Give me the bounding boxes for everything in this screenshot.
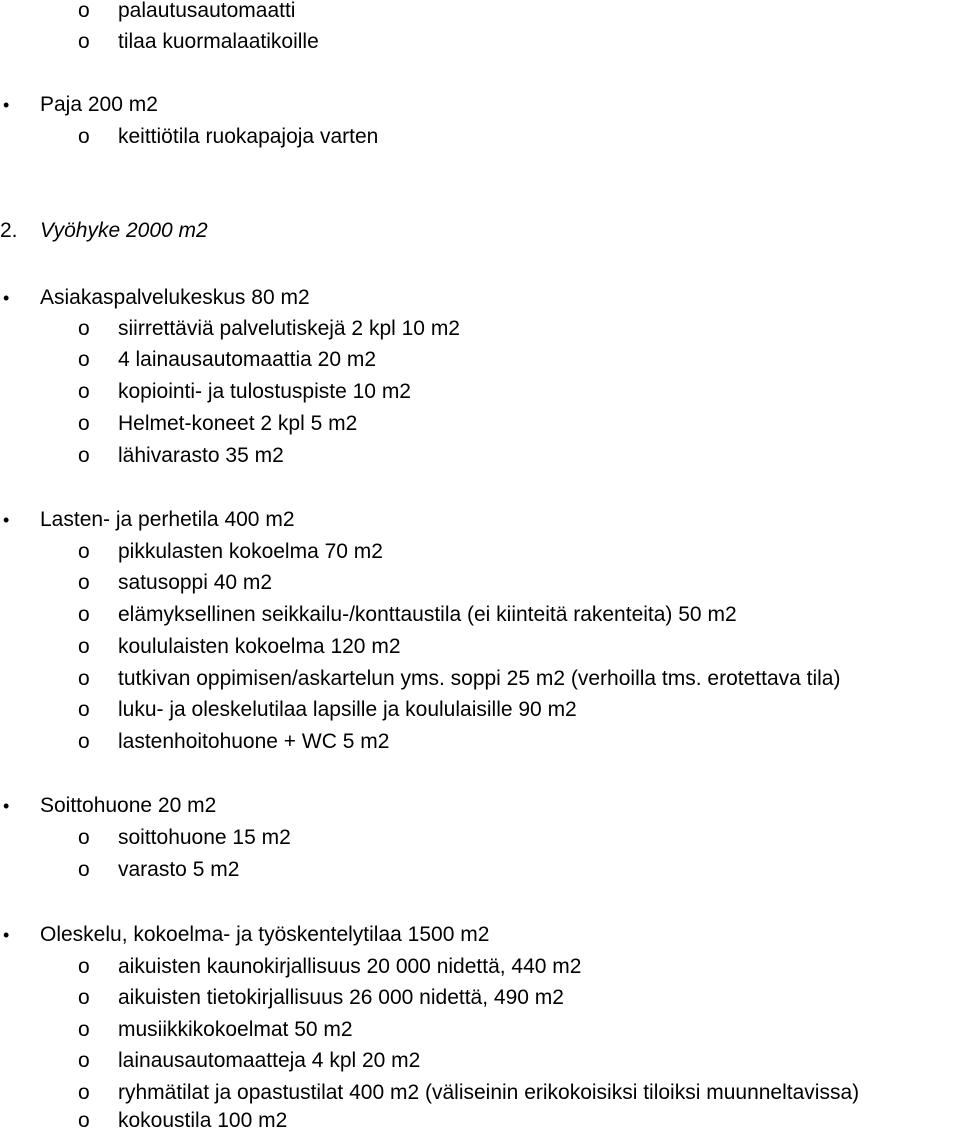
section-title: Paja 200 m2 — [40, 93, 158, 116]
section-title: Asiakaspalvelukeskus 80 m2 — [40, 286, 310, 309]
list-item-text: palautusautomaatti — [118, 0, 296, 22]
list-item-text: pikkulasten kokoelma 70 m2 — [118, 540, 383, 563]
list-item-text: kopiointi- ja tulostuspiste 10 m2 — [118, 380, 411, 403]
zone-title: Vyöhyke 2000 m2 — [40, 219, 208, 242]
list-item-text: aikuisten tietokirjallisuus 26 000 nidettä, 490 m2 — [118, 986, 564, 1009]
sub-bullet-marker: o — [78, 444, 90, 467]
sub-bullet-marker: o — [78, 1049, 90, 1072]
sub-bullet-marker: o — [78, 858, 90, 881]
list-item-text: musiikkikokoelmat 50 m2 — [118, 1018, 353, 1041]
bullet-marker: • — [3, 288, 10, 308]
list-item-text: elämyksellinen seikkailu-/konttaustila (ei kiinteitä rakenteita) 50 m2 — [118, 603, 737, 626]
list-item-text: satusoppi 40 m2 — [118, 571, 273, 594]
section-title: Soittohuone 20 m2 — [40, 794, 217, 817]
list-item-text: lastenhoitohuone + WC 5 m2 — [118, 730, 390, 753]
sub-bullet-marker: o — [78, 667, 90, 690]
sub-bullet-marker: o — [78, 1018, 90, 1041]
list-item-text: Helmet-koneet 2 kpl 5 m2 — [118, 412, 358, 435]
sub-bullet-marker: o — [78, 730, 90, 753]
bullet-marker: • — [3, 95, 10, 115]
sub-bullet-marker: o — [78, 955, 90, 978]
list-item-text: siirrettäviä palvelutiskejä 2 kpl 10 m2 — [118, 317, 460, 340]
section-title: Oleskelu, kokoelma- ja työskentelytilaa 1500 m2 — [40, 923, 490, 946]
list-item-text: aikuisten kaunokirjallisuus 20 000 nidettä, 440 m2 — [118, 955, 582, 978]
sub-bullet-marker: o — [78, 1109, 90, 1132]
list-item-text: lähivarasto 35 m2 — [118, 444, 284, 467]
list-item-text: kokoustila 100 m2 — [118, 1109, 288, 1132]
sub-bullet-marker: o — [78, 317, 90, 340]
sub-bullet-marker: o — [78, 635, 90, 658]
sub-bullet-marker: o — [78, 698, 90, 721]
list-item-text: ryhmätilat ja opastustilat 400 m2 (väliseinin erikokoisiksi tiloiksi muunneltavissa) — [118, 1081, 860, 1104]
bullet-marker: • — [3, 925, 10, 945]
sub-bullet-marker: o — [78, 986, 90, 1009]
sub-bullet-marker: o — [78, 380, 90, 403]
sub-bullet-marker: o — [78, 826, 90, 849]
list-item-text: luku- ja oleskelutilaa lapsille ja koululaisille 90 m2 — [118, 698, 577, 721]
sub-bullet-marker: o — [78, 348, 90, 371]
sub-bullet-marker: o — [78, 540, 90, 563]
list-item-text: tutkivan oppimisen/askartelun yms. soppi 25 m2 (verhoilla tms. erotettava tila) — [118, 667, 841, 690]
list-item-text: soittohuone 15 m2 — [118, 826, 291, 849]
bullet-marker: • — [3, 510, 10, 530]
sub-bullet-marker: o — [78, 30, 90, 53]
bullet-marker: • — [3, 796, 10, 816]
sub-bullet-marker: o — [78, 571, 90, 594]
sub-bullet-marker: o — [78, 125, 90, 148]
heading-number: 2. — [0, 219, 18, 242]
sub-bullet-marker: o — [78, 412, 90, 435]
list-item-text: lainausautomaatteja 4 kpl 20 m2 — [118, 1049, 421, 1072]
sub-bullet-marker: o — [78, 603, 90, 626]
sub-bullet-marker: o — [78, 0, 90, 22]
list-item-text: varasto 5 m2 — [118, 858, 240, 881]
section-title: Lasten- ja perhetila 400 m2 — [40, 508, 295, 531]
list-item-text: keittiötila ruokapajoja varten — [118, 125, 379, 148]
list-item-text: tilaa kuormalaatikoille — [118, 30, 319, 53]
list-item-text: 4 lainausautomaattia 20 m2 — [118, 348, 376, 371]
list-item-text: koululaisten kokoelma 120 m2 — [118, 635, 401, 658]
sub-bullet-marker: o — [78, 1081, 90, 1104]
